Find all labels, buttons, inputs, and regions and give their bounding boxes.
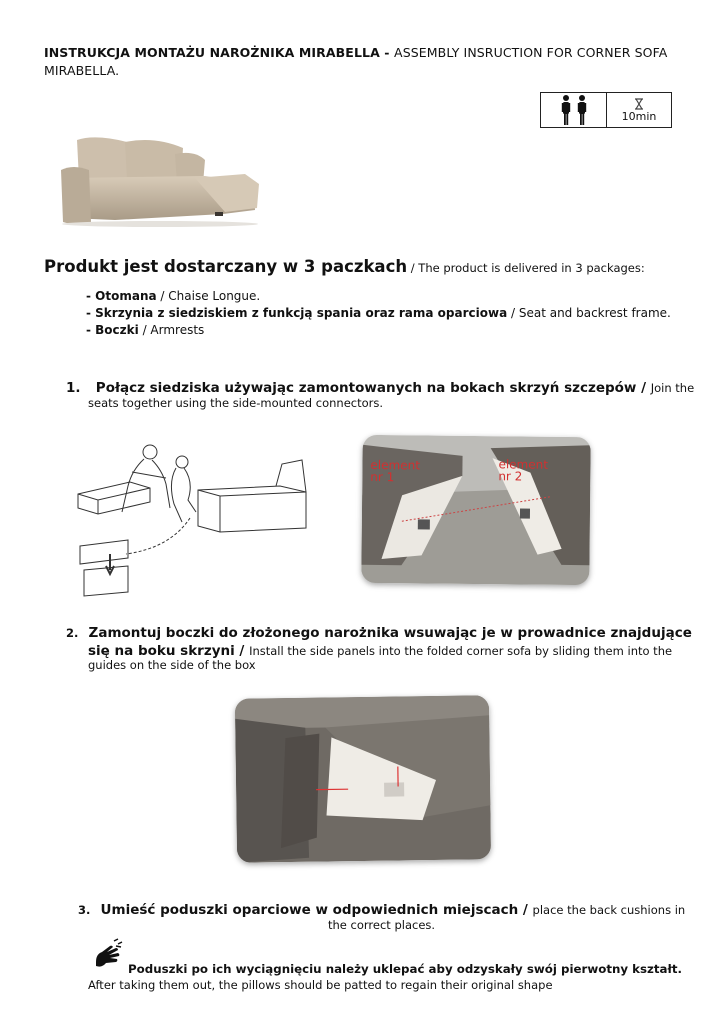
step-3-pl: Umieść poduszki oparciowe w odpowiednich miejscach / xyxy=(100,902,533,918)
list-item: - Boczki / Armrests xyxy=(86,323,205,337)
step-2-line-2 xyxy=(88,640,672,659)
packages-heading xyxy=(44,257,645,276)
step-2-en-1: Install the side panels into the folded corner sofa by sliding them into the xyxy=(249,644,673,658)
step-3-en-2: the correct places. xyxy=(328,918,436,932)
two-people-icon xyxy=(541,93,607,127)
step-2-photo xyxy=(235,695,491,863)
packages-heading-en: / The product is delivered in 3 packages: xyxy=(407,261,645,275)
assembly-info-box xyxy=(540,92,672,128)
step-number: 2. xyxy=(66,626,79,640)
packages-list xyxy=(86,288,671,339)
photo-label-nr-2: nr 2 xyxy=(498,469,523,484)
step-number: 3. xyxy=(78,903,91,917)
step-3-en-1: place the back cushions in xyxy=(532,903,686,917)
step-2-en-2: guides on the side of the box xyxy=(88,658,256,672)
hourglass-icon xyxy=(633,98,645,110)
step-2-pl-1: Zamontuj boczki do złożonego narożnika wsuwając je w prowadnice znajdujące xyxy=(88,625,692,641)
step-1-photo xyxy=(361,435,591,585)
list-item: - Skrzynia z siedziskiem z funkcją spania oraz rama oparciowa / Seat and backrest frame. xyxy=(86,306,671,320)
step-1-en-cont: seats together using the side-mounted connectors. xyxy=(88,396,384,410)
title-english: ASSEMBLY INSRUCTION FOR CORNER SOFA xyxy=(394,45,668,60)
sofa-product-image xyxy=(55,128,265,228)
photo-label-nr-1: nr 1 xyxy=(370,469,395,485)
hand-pat-icon xyxy=(92,938,124,970)
step-1-en: Join the xyxy=(650,381,695,395)
document-title xyxy=(44,45,684,60)
title-english-cont: MIRABELLA. xyxy=(44,63,120,78)
note-en: After taking them out, the pillows should be patted to regain their original shape xyxy=(88,978,553,992)
title-polish: INSTRUKCJA MONTAŻU NAROŻNIKA MIRABELLA - xyxy=(44,45,395,60)
photo-label-element-2: element xyxy=(498,457,549,472)
photo-label-element-1: element xyxy=(370,457,421,473)
step-number: 1. xyxy=(66,380,81,396)
packages-heading-pl: Produkt jest dostarczany w 3 paczkach xyxy=(44,257,408,276)
list-item: - Otomana / Chaise Longue. xyxy=(86,289,261,303)
step-3-title xyxy=(78,899,685,918)
step-1-pl: Połącz siedziska używając zamontowanych na bokach skrzyń szczepów / xyxy=(95,380,651,396)
step-1-title xyxy=(66,377,695,396)
step-2-pl-2: się na boku skrzyni / xyxy=(88,643,250,659)
note-pl: Poduszki po ich wyciągnięciu należy uklepać aby odzyskały swój pierwotny kształt. xyxy=(128,962,683,976)
assembly-time: 10min xyxy=(621,109,657,123)
time-cell xyxy=(607,93,671,127)
step-2-title xyxy=(66,622,692,641)
step-1-drawing xyxy=(70,442,330,600)
